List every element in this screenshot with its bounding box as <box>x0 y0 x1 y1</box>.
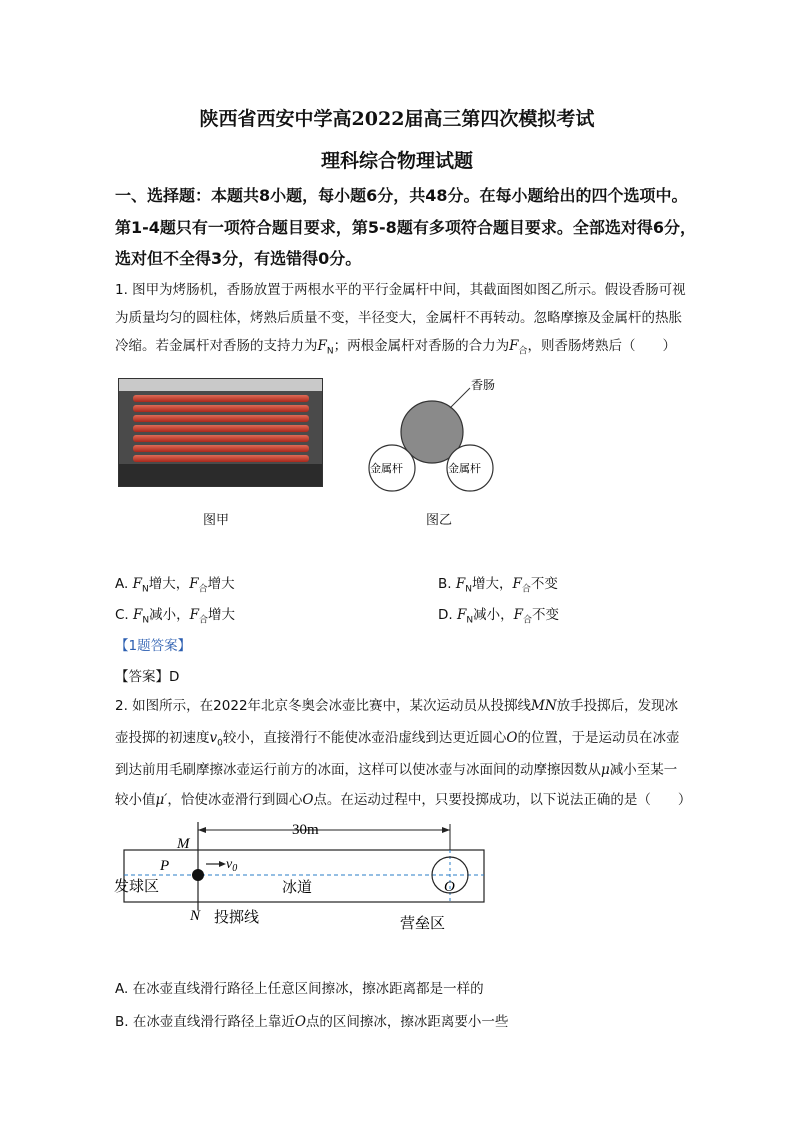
q1-option-d: D. $F_N$减小，$F_合$不变 <box>438 607 559 626</box>
q2-option-b: B. 在冰壶直线滑行路径上靠近O点的区间擦冰，擦冰距离要小一些 <box>115 1014 509 1030</box>
label-p: P <box>160 858 170 874</box>
q2-stem-line1: 2. 如图所示，在2022年北京冬奥会冰壶比赛中，某次运动员从投掷线MN放手投掷后，发现冰 <box>115 698 679 714</box>
q2-stem-line2: 壶投掷的初速度$v_0$较小，直接滑行不能使冰壶沿虚线到达更近圆心O的位置，于是运动员在冰壶 <box>115 730 680 749</box>
q1-answer-header: 【1题答案】 <box>115 638 192 654</box>
sausage-label: 香肠 <box>471 378 496 392</box>
q1-stem-line2: 为质量均匀的圆柱体，烤熟后质量不变，半径变大，金属杆不再转动。忽略摩擦及金属杆的热胀 <box>115 310 682 326</box>
q1-option-c: C. $F_N$减小，$F_合$增大 <box>115 607 236 626</box>
label-ice-lane: 冰道 <box>282 878 313 896</box>
q2-stem-line3: 到达前用毛刷摩擦冰壶运行前方的冰面，这样可以使冰壶与冰面间的动摩擦因数从μ减小至某一 <box>115 762 678 778</box>
sausage-pointer-line <box>450 388 470 408</box>
figure-jia-caption: 图甲 <box>203 513 230 528</box>
q1-option-a: A. $F_N$增大，$F_合$增大 <box>115 576 235 595</box>
right-rod-label: 金属杆 <box>448 463 481 475</box>
label-house: 营垒区 <box>400 914 446 932</box>
curling-stone <box>192 869 204 881</box>
q1-stem-line1: 1. 图甲为烤肠机，香肠放置于两根水平的平行金属杆中间，其截面图如图乙所示。假设香肠可视 <box>115 282 686 298</box>
q1-option-b: B. $F_N$增大，$F_合$不变 <box>438 576 558 595</box>
label-o: O <box>444 879 455 895</box>
section-instruction-2: 第1-4题只有一项符合题目要求，第5-8题有多项符合题目要求。全部选对得6分， <box>115 218 696 237</box>
label-v0: $v_0$ <box>226 857 238 874</box>
curling-track-diagram <box>110 818 500 936</box>
exam-title: 陕西省西安中学高2022届高三第四次模拟考试 <box>199 108 595 130</box>
section-instruction-1: 一、选择题：本题共8小题，每小题6分，共48分。在每小题给出的四个选项中。 <box>115 186 688 205</box>
sausage-cross-section-diagram <box>360 372 510 502</box>
distance-label: 30m <box>292 822 319 838</box>
section-instruction-3: 选对但不全得3分，有选错得0分。 <box>115 249 362 268</box>
label-m: M <box>177 836 190 852</box>
left-rod-label: 金属杆 <box>370 463 403 475</box>
q1-stem-line3: 冷缩。若金属杆对香肠的支持力为$F_N$；两根金属杆对香肠的合力为$F_合$，则香肠烤熟后（ ） <box>115 338 676 357</box>
label-launch-zone: 发球区 <box>114 877 160 895</box>
exam-subtitle: 理科综合物理试题 <box>320 150 473 172</box>
grill-photo <box>118 378 323 487</box>
q2-stem-line4: 较小值μ′，恰使冰壶滑行到圆心O点。在运动过程中，只要投掷成功，以下说法正确的是（ ） <box>115 792 692 808</box>
q1-answer: 【答案】D <box>115 669 180 685</box>
q2-option-a: A. 在冰壶直线滑行路径上任意区间擦冰，擦冰距离都是一样的 <box>115 981 484 997</box>
label-n: N <box>190 908 201 924</box>
label-throw-line: 投掷线 <box>214 908 260 926</box>
figure-yi-caption: 图乙 <box>426 513 453 528</box>
